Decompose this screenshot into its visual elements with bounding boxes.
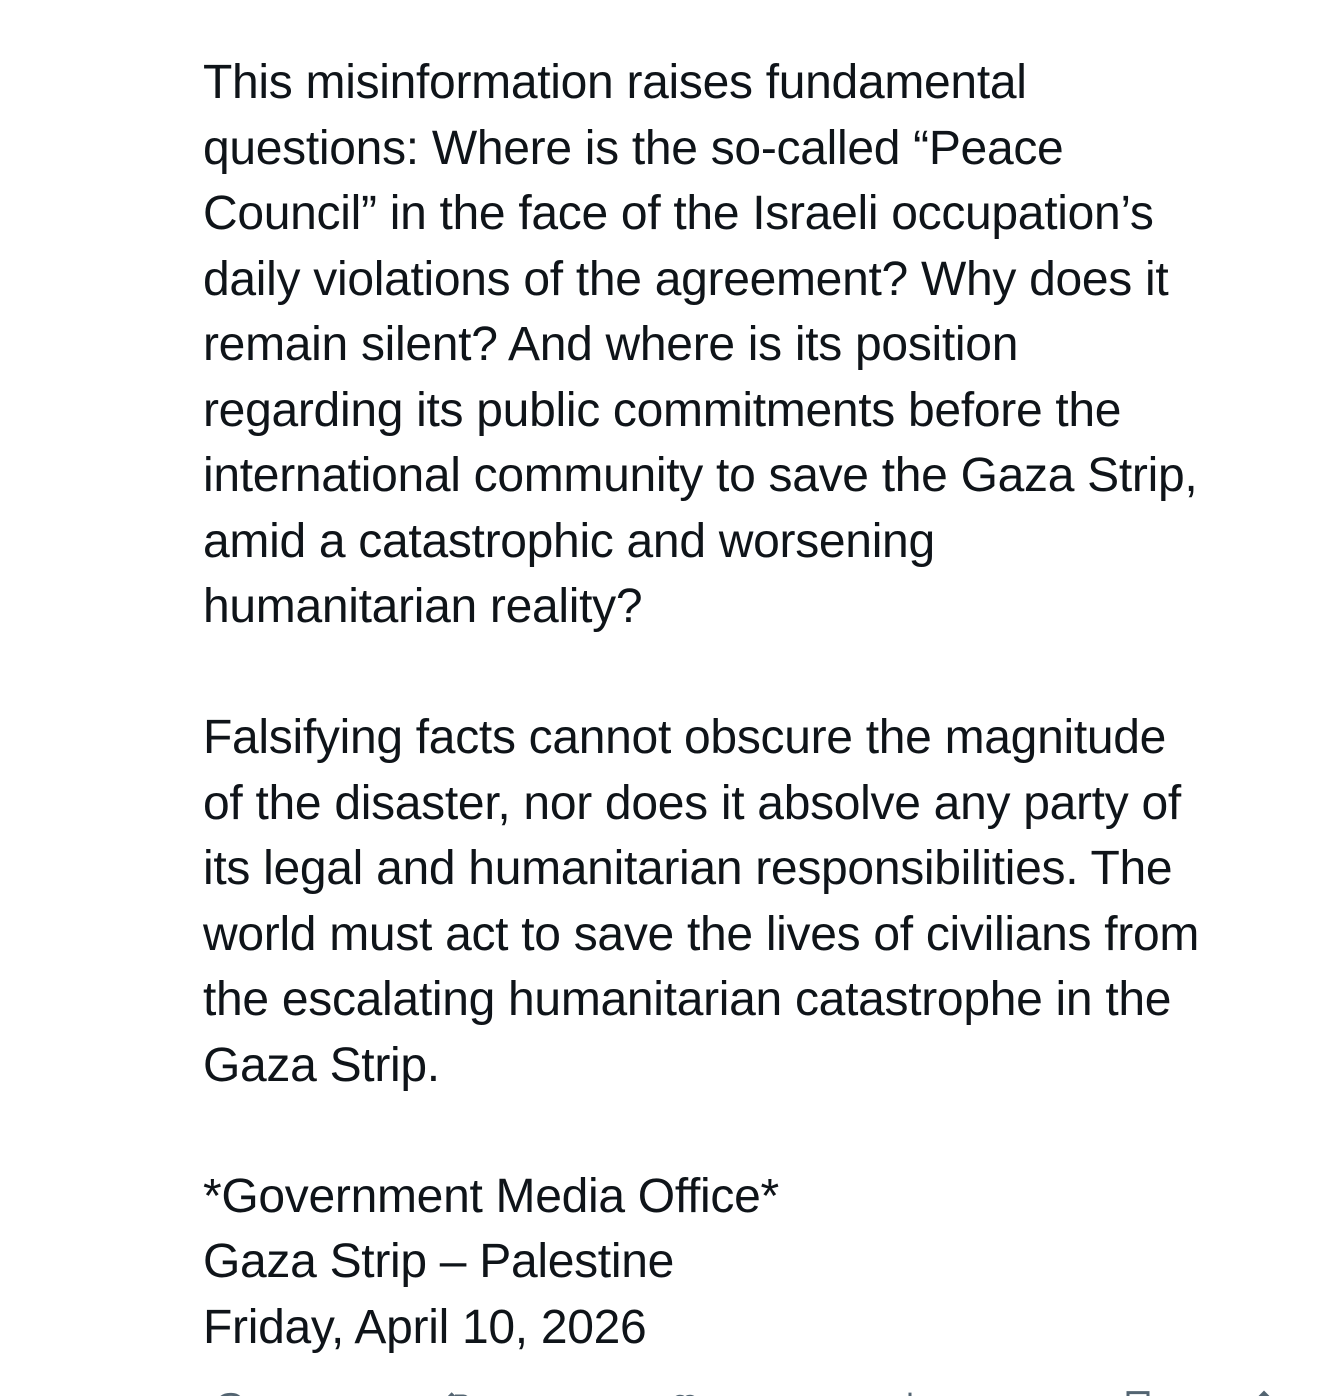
reply-icon[interactable] — [210, 1386, 250, 1396]
text-line: Gaza Strip. — [203, 1038, 440, 1092]
text-line: amid a catastrophic and worsening — [203, 514, 935, 568]
signature-org: *Government Media Office* — [203, 1169, 779, 1223]
signature-date: Friday, April 10, 2026 — [203, 1300, 647, 1354]
text-line: of the disaster, nor does it absolve any party of — [203, 776, 1181, 830]
views-icon[interactable] — [890, 1386, 930, 1396]
text-line: its legal and humanitarian responsibilities. The — [203, 842, 1173, 895]
tweet-signature — [203, 1164, 1313, 1361]
text-line: Falsifying facts cannot obscure the magnitude — [203, 711, 1167, 764]
text-line: humanitarian reality? — [203, 580, 643, 633]
text-line: international community to save the Gaza Strip, — [203, 449, 1198, 502]
share-icon[interactable] — [1244, 1386, 1284, 1396]
text-line: questions: Where is the so-called “Peace — [203, 121, 1064, 175]
tweet-paragraph-1 — [203, 50, 1313, 640]
text-line: world must act to save the lives of civilians from — [203, 907, 1200, 961]
text-line: This misinformation raises fundamental — [203, 56, 1027, 109]
tweet-action-bar — [0, 1382, 1320, 1396]
like-icon[interactable] — [665, 1386, 705, 1396]
repost-icon[interactable] — [440, 1386, 480, 1396]
text-line: Council” in the face of the Israeli occupation’s — [203, 187, 1154, 240]
tweet-paragraph-2 — [203, 705, 1313, 1098]
text-line: remain silent? And where is its position — [203, 318, 1019, 371]
tweet-text — [203, 50, 1313, 1360]
signature-location: Gaza Strip – Palestine — [203, 1235, 674, 1288]
text-line: daily violations of the agreement? Why does it — [203, 252, 1169, 306]
text-line: the escalating humanitarian catastrophe in the — [203, 973, 1172, 1026]
text-line: regarding its public commitments before the — [203, 383, 1122, 437]
bookmark-icon[interactable] — [1118, 1386, 1158, 1396]
